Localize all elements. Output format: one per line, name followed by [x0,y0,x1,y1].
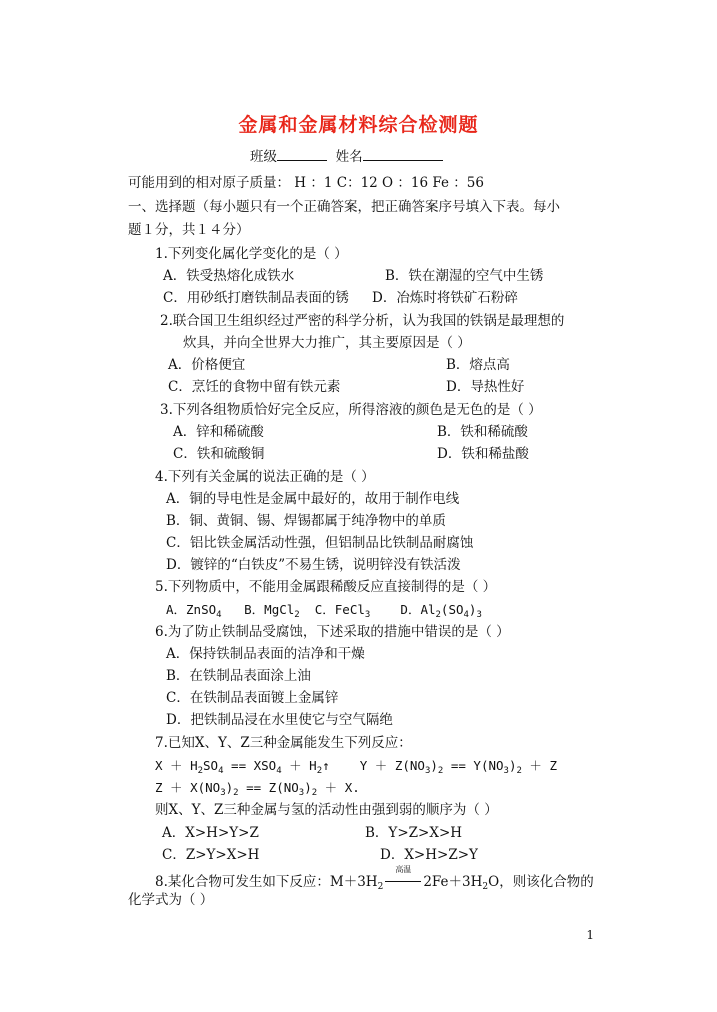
q1-option-a: A．铁受热熔化成铁水 [163,268,295,284]
q1-stem: 1.下列变化属化学变化的是（ ） [155,246,348,262]
q8-suffix: O，则该化合物的 [488,874,594,890]
q4-stem: 4.下列有关金属的说法正确的是（ ） [155,469,375,485]
q8-stem-line1: 8.某化合物可发生如下反应：$M+3H_2$ 高温 $2Fe+3H_2O$，则该化合物的 [155,865,594,892]
q8-prefix: 8.某化合物可发生如下反应：M＋3H [155,874,378,890]
q8-condition-label: 高温 [395,865,412,874]
class-label: 班级 [250,149,277,165]
q3-option-c: C．铁和硫酸铜 [173,446,265,462]
q2-option-b: B．熔点高 [446,357,510,373]
q8-products: 2Fe＋3H [423,874,483,890]
q4-option-c: C．铝比铁金属活动性强，但铝制品比铁制品耐腐蚀 [166,535,474,551]
q2-stem-line1: 2.联合国卫生组织经过严密的科学分析，认为我国的铁锅是最理想的 [160,313,565,329]
class-name-line [250,146,443,166]
q7-question: 则X、Y、Z三种金属与氢的活动性由强到弱的顺序为（ ） [155,802,498,818]
q2-stem-line2: 炊具，并向全世界大力推广，其主要原因是（ ） [183,335,471,351]
atomic-mass-line: 可能用到的相对原子质量： H ：1 C：12 O ：16 Fe ：56 [128,175,484,191]
q4-option-b: B．铜、黄铜、锡、焊锡都属于纯净物中的单质 [166,513,446,529]
q3-option-b: B．铁和稀硫酸 [437,424,528,440]
q1-option-b: B．铁在潮湿的空气中生锈 [385,268,544,284]
q7-option-c: C．Z>Y>X>H [162,847,260,863]
q6-option-d: D．把铁制品浸在水里使它与空气隔绝 [166,712,393,728]
class-blank [277,146,327,161]
q2-option-d: D．导热性好 [446,379,525,395]
page-number: 1 [586,928,594,942]
q6-option-c: C．在铁制品表面镀上金属锌 [166,690,339,706]
q2-option-c: C．烹饪的食物中留有铁元素 [168,379,341,395]
q8-stem-line2: 化学式为（ ） [128,892,214,908]
q4-option-d: D．镀锌的“白铁皮”不易生锈，说明锌没有铁活泼 [166,557,461,573]
name-label: 姓名 [335,149,363,165]
q6-stem: 6.为了防止铁制品受腐蚀，下述采取的措施中错误的是（ ） [155,624,510,640]
q3-stem: 3.下列各组物质恰好完全反应，所得溶液的颜色是无色的是（ ） [160,402,542,418]
q7-option-a: A．X>H>Y>Z [162,825,259,841]
q8-reaction-condition [385,865,421,882]
q2-option-a: A．价格便宜 [168,357,246,373]
q7-option-d: D．X>H>Z>Y [380,847,478,863]
q4-option-a: A．铜的导电性是金属中最好的，故用于制作电线 [166,491,460,507]
q7-stem: 7.已知X、Y、Z三种金属能发生下列反应： [155,735,412,751]
section-heading-line2: 题１分，共１４分） [128,222,250,238]
name-blank [363,146,443,161]
page-title: 金属和金属材料综合检测题 [238,114,479,136]
q7-equation-2: $Z + X(NO_3)_2 == Z(NO_3)_2 + X$. [155,780,360,798]
q1-option-c: C．用砂纸打磨铁制品表面的锈 [163,290,349,306]
q7-equation-1: $X + H_2SO_4 == XSO_4$ ＋ $H_2↑$ $Y + Z(NO_3)_2 == Y(NO_3)_2 + Z$ [155,758,557,776]
q5-stem: 5.下列物质中，不能用金属跟稀酸反应直接制得的是（ ） [155,579,497,595]
q6-option-a: A．保持铁制品表面的洁净和干燥 [166,646,365,662]
q5-options: A．ZnSO$_4$ B．MgCl$_2$ C．FeCl$_3$ D．$Al_2(SO_4)_3$ [166,602,482,620]
q7-option-b: B．Y>Z>X>H [365,825,463,841]
q3-option-d: D．铁和稀盐酸 [437,446,529,462]
q3-option-a: A．锌和稀硫酸 [173,424,264,440]
q6-option-b: B．在铁制品表面涂上油 [166,668,311,684]
q1-option-d: D．冶炼时将铁矿石粉碎 [372,290,518,306]
section-heading-line1: 一、选择题（每小题只有一个正确答案，把正确答案序号填入下表。每小 [128,199,560,215]
